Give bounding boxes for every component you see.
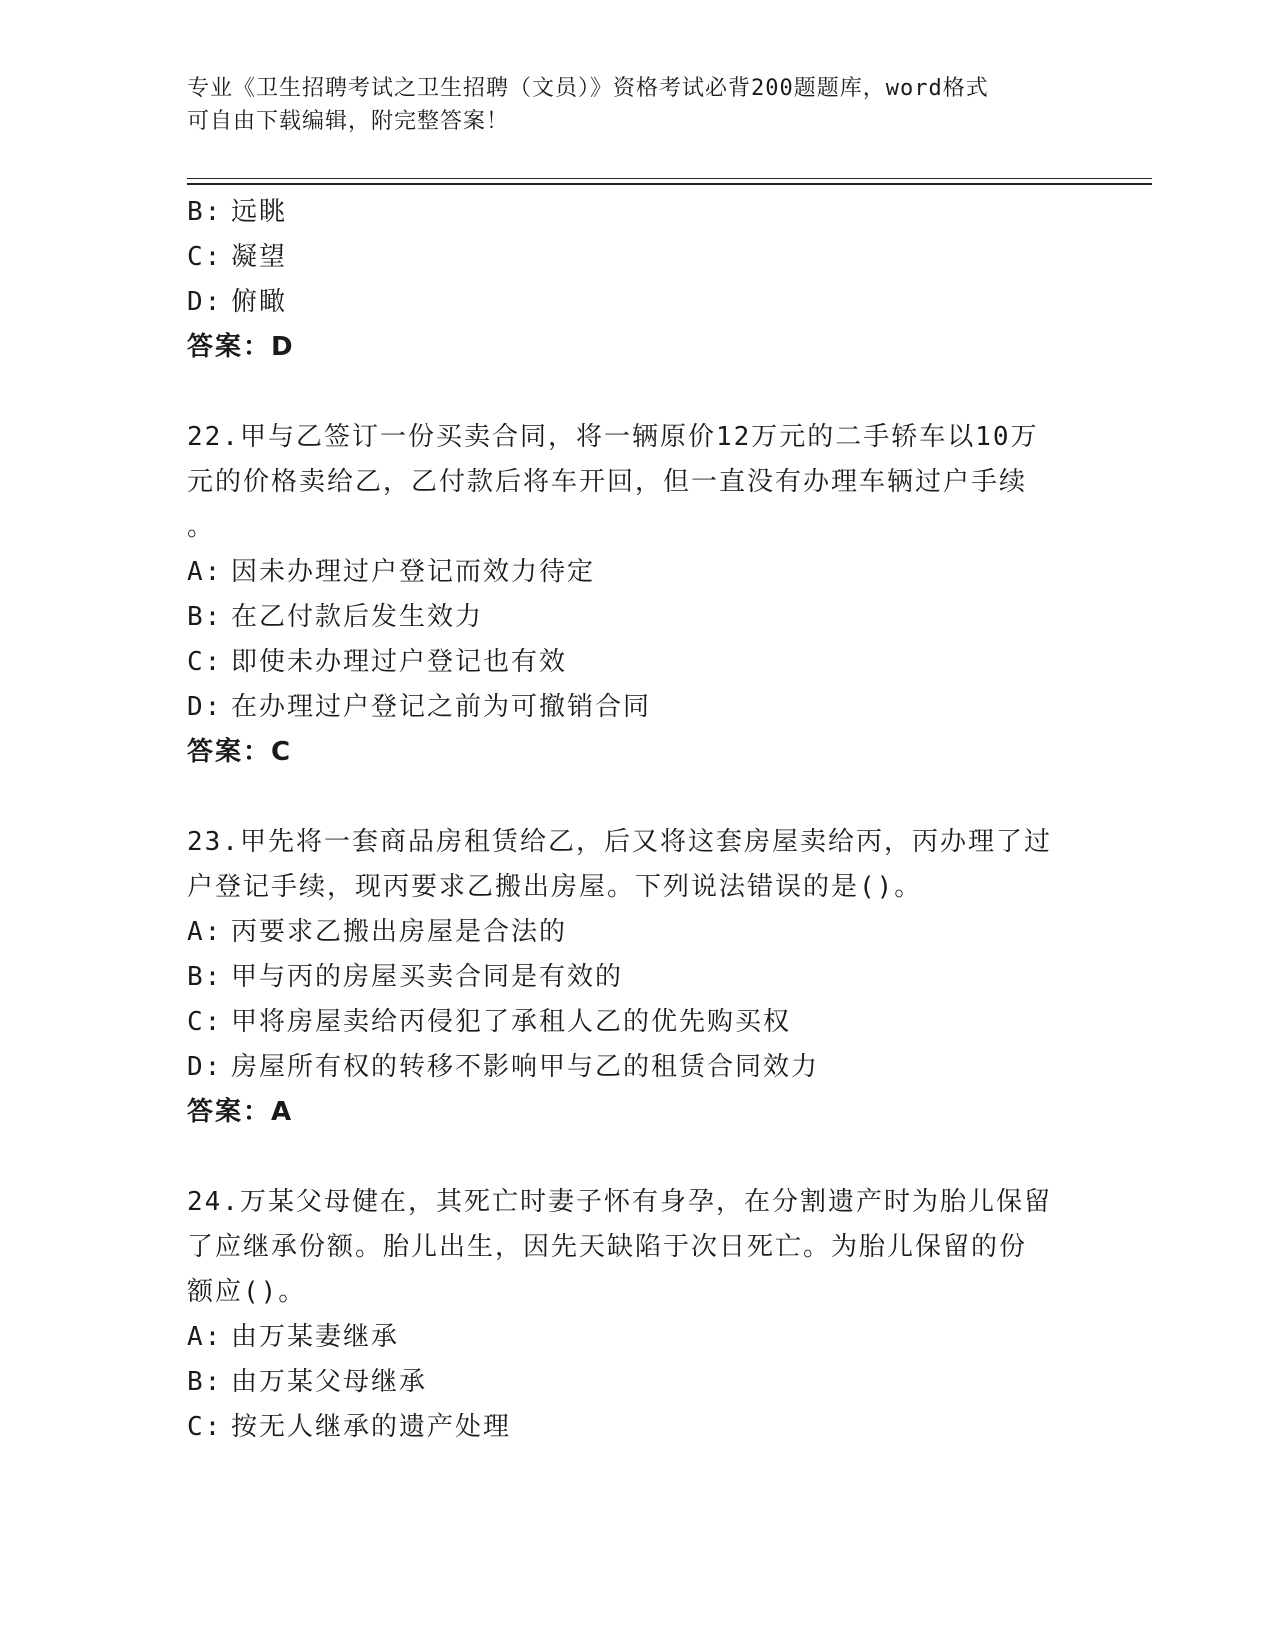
option-text: 在办理过户登记之前为可撤销合同: [231, 692, 652, 722]
spacer: [187, 775, 1087, 820]
option-text: 远眺: [231, 197, 288, 227]
option-label: C:: [187, 242, 223, 272]
option-text: 由万某父母继承: [231, 1367, 428, 1397]
option-b: [187, 955, 1087, 1000]
option-label: B:: [187, 602, 223, 632]
option-c: [187, 1405, 1087, 1450]
option-b: [187, 595, 1087, 640]
option-label: B:: [187, 962, 223, 992]
header-line-2: 可自由下载编辑，附完整答案！: [187, 109, 510, 134]
option-text: 丙要求乙搬出房屋是合法的: [231, 917, 568, 947]
option-d: [187, 280, 1087, 325]
option-text: 按无人继承的遗产处理: [231, 1412, 512, 1442]
option-d: [187, 685, 1087, 730]
question-stem-line: 户登记手续，现丙要求乙搬出房屋。下列说法错误的是()。: [187, 872, 923, 902]
option-b: [187, 190, 1087, 235]
question-24: [187, 1180, 1087, 1450]
question-21-continued: [187, 190, 1087, 370]
question-stem-line: 23.甲先将一套商品房租赁给乙，后又将这套房屋卖给丙，丙办理了过: [187, 827, 1052, 857]
option-text: 由万某妻继承: [231, 1322, 400, 1352]
option-a: [187, 910, 1087, 955]
header-divider-top: [187, 178, 1152, 179]
option-text: 即使未办理过户登记也有效: [231, 647, 568, 677]
option-text: 甲将房屋卖给丙侵犯了承租人乙的优先购买权: [231, 1007, 792, 1037]
option-d: [187, 1045, 1087, 1090]
answer-line: 答案：C: [187, 737, 293, 767]
option-text: 因未办理过户登记而效力待定: [231, 557, 596, 587]
document-header: [187, 72, 1067, 138]
question-stem-line: 22.甲与乙签订一份买卖合同，将一辆原价12万元的二手轿车以10万: [187, 422, 1039, 452]
option-c: [187, 640, 1087, 685]
option-a: [187, 550, 1087, 595]
option-label: D:: [187, 287, 223, 317]
question-stem-line: 24.万某父母健在，其死亡时妻子怀有身孕，在分割遗产时为胎儿保留: [187, 1187, 1052, 1217]
option-text: 在乙付款后发生效力: [231, 602, 484, 632]
option-c: [187, 1000, 1087, 1045]
answer-line: 答案：D: [187, 332, 295, 362]
header-divider-bottom: [187, 183, 1152, 185]
option-label: D:: [187, 692, 223, 722]
option-label: B:: [187, 1367, 223, 1397]
option-text: 甲与丙的房屋买卖合同是有效的: [231, 962, 624, 992]
question-stem-line: 。: [187, 512, 216, 542]
question-stem-line: 元的价格卖给乙，乙付款后将车开回，但一直没有办理车辆过户手续: [187, 467, 1028, 497]
option-text: 俯瞰: [231, 287, 288, 317]
spacer: [187, 1135, 1087, 1180]
option-label: C:: [187, 1007, 223, 1037]
option-text: 房屋所有权的转移不影响甲与乙的租赁合同效力: [231, 1052, 820, 1082]
question-stem-line: 了应继承份额。胎儿出生，因先天缺陷于次日死亡。为胎儿保留的份: [187, 1232, 1028, 1262]
option-label: A:: [187, 557, 223, 587]
option-label: A:: [187, 1322, 223, 1352]
header-line-1: 专业《卫生招聘考试之卫生招聘（文员）》资格考试必背200题题库，word格式: [187, 76, 989, 101]
question-22: [187, 415, 1087, 775]
option-label: A:: [187, 917, 223, 947]
option-label: D:: [187, 1052, 223, 1082]
option-a: [187, 1315, 1087, 1360]
option-text: 凝望: [231, 242, 288, 272]
answer-line: 答案：A: [187, 1097, 294, 1127]
option-label: C:: [187, 1412, 223, 1442]
spacer: [187, 370, 1087, 415]
question-stem-line: 额应()。: [187, 1277, 307, 1307]
option-b: [187, 1360, 1087, 1405]
question-content: [187, 190, 1087, 1450]
option-label: B:: [187, 197, 223, 227]
option-c: [187, 235, 1087, 280]
question-23: [187, 820, 1087, 1135]
option-label: C:: [187, 647, 223, 677]
